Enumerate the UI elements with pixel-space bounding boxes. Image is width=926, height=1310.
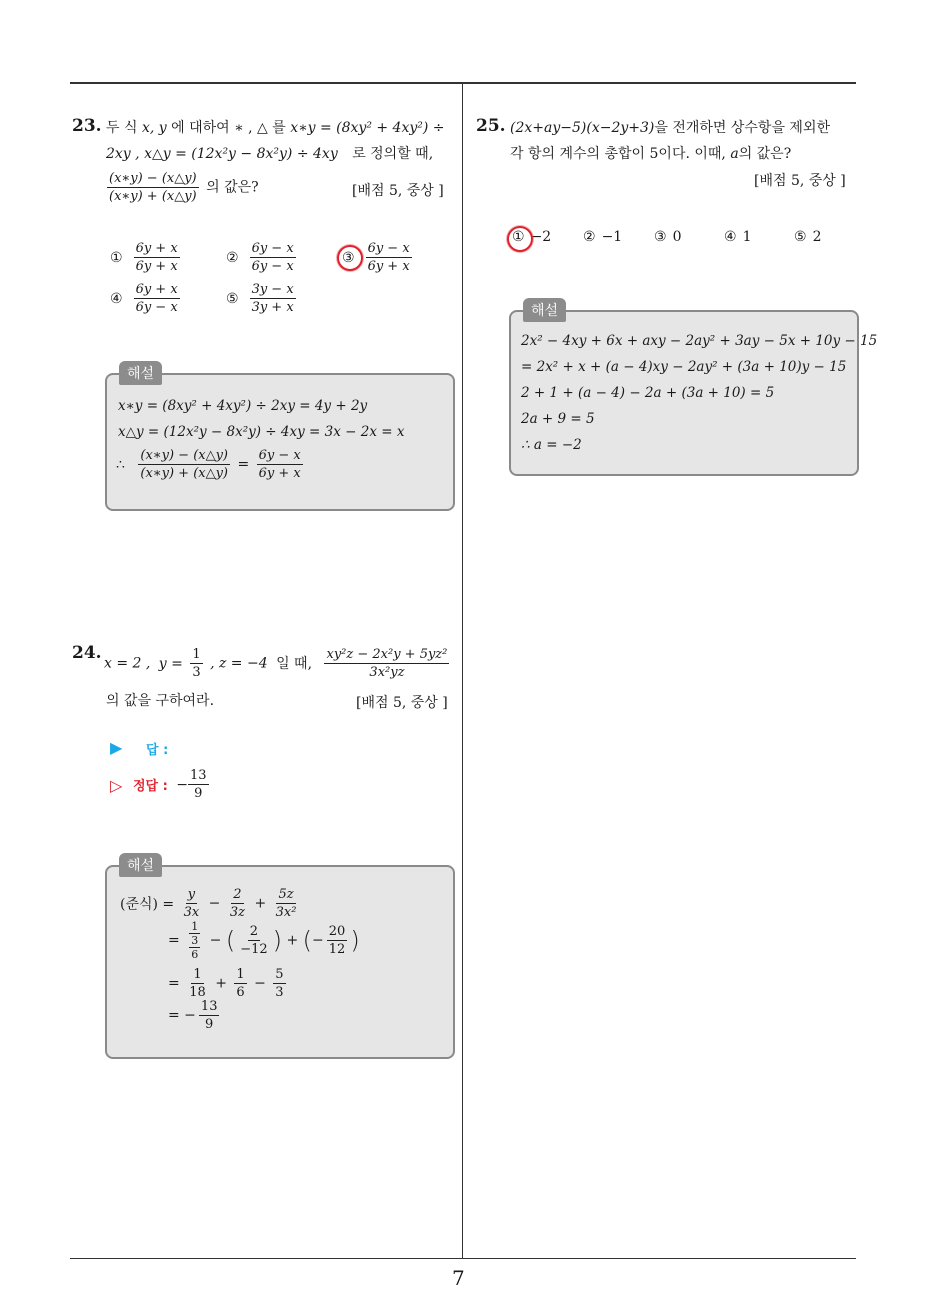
q25-solution-line-5: ∴ a = −2	[521, 437, 582, 453]
q25-solution-line-1: 2x² − 4xy + 6x + axy − 2ay² + 3ay − 5x + 10y − 15	[521, 333, 878, 349]
correct-answer-row: 정답 : − $\frac{13}{9}$	[133, 768, 207, 801]
question-25-line-1: (2x+ay−5)(x−2y+3)을 전개하면 상수항을 제외한	[510, 120, 830, 136]
bottom-rule	[70, 1258, 856, 1259]
question-24-number: 24.	[72, 643, 102, 663]
q24-solution-row-1: (준식) = $\frac{y}{3x}$ − $\frac{2}{3z}$ + $\frac{5z}{\text{3x²}}$	[120, 887, 297, 920]
answer-arrow-icon: ▶	[110, 738, 123, 757]
question-25-number: 25.	[476, 116, 506, 136]
question-23-meta: [배점 5, 중상 ]	[352, 183, 444, 199]
q24-solution-row-2: = 1 3 6 − ( $\frac{2}{-12}$ ) + (− $\frac{20}{12}$ )	[168, 920, 360, 961]
question-23-line-2: 2xy , x△y = (12x²y − 8x²y) ÷ 4xy 로 정의할 때,	[106, 146, 434, 162]
q23-choice-2[interactable]: ② $\frac{6y - x}{6y - x}$	[226, 241, 294, 274]
question-23-expression: $\frac{(x∗y) - (x\triangle y)}{(x∗y) + (x\triangle y)}$ 의 값은?	[109, 171, 259, 204]
q23-answer-mark	[337, 245, 363, 271]
q25-solution-line-2: = 2x² + x + (a − 4)xy − 2ay² + (3a + 10)y − 15	[521, 359, 847, 375]
q25-choice-2[interactable]: ② −1	[583, 229, 623, 245]
question-23-line-1: 두 식 x, y 에 대하여 ∗ , △ 를 x∗y = (8xy² + 4xy²) ÷	[106, 120, 445, 136]
q23-choice-3[interactable]: ③ $\frac{6y - x}{6y + x}$	[342, 241, 410, 274]
q25-choice-3[interactable]: ③ 0	[654, 229, 682, 245]
q25-choice-4[interactable]: ④ 1	[724, 229, 752, 245]
q23-solution-line-2: x△y = (12x²y − 8x²y) ÷ 4xy = 3x − 2x = x	[118, 424, 405, 440]
top-rule	[70, 82, 856, 84]
q25-solution-line-3: 2 + 1 + (a − 4) − 2a + (3a + 10) = 5	[521, 385, 775, 401]
q23-choice-4[interactable]: ④ $\frac{6y + x}{6y - x}$	[110, 282, 178, 315]
q24-solution-row-3: = $\frac{1}{18}$ + $\frac{1}{6}$ − $\frac{5}{3}$	[168, 967, 284, 1000]
question-25-meta: [배점 5, 중상 ]	[754, 173, 846, 189]
q25-solution-line-4: 2a + 9 = 5	[521, 411, 595, 427]
answer-label: 답 :	[146, 743, 169, 758]
question-24-line-2: 의 값을 구하여라.	[106, 693, 215, 709]
q25-solution-tag: 해설	[523, 298, 566, 322]
q25-choice-5[interactable]: ⑤ 2	[794, 229, 822, 245]
correct-answer-arrow-icon: ▷	[110, 776, 123, 795]
question-24-meta: [배점 5, 중상 ]	[356, 695, 448, 711]
question-25-line-2: 각 항의 계수의 총합이 5이다. 이때, a의 값은?	[510, 146, 792, 162]
page-number: 7	[452, 1266, 465, 1290]
question-24-line-1: x = 2 , y = $\frac{1}{3}$ , z = −4 일 때, $\frac{\text{xy²z − 2x²y + 5yz²}}{\text{3x²yz}}$	[104, 647, 448, 680]
q23-solution-line-3: ∴ $\frac{(x∗y) - (x\triangle y)}{(x∗y) + (x\triangle y)}$ = $\frac{6y - x}{6y + x}$	[116, 448, 301, 481]
q24-solution-tag: 해설	[119, 853, 162, 877]
q24-solution-row-4: = − $\frac{13}{9}$	[168, 999, 218, 1032]
correct-answer-label: 정답 :	[133, 779, 168, 794]
question-23-number: 23.	[72, 116, 102, 136]
column-divider	[462, 84, 463, 1259]
q25-choice-1[interactable]: ① −2	[512, 229, 552, 245]
q25-answer-mark	[507, 226, 533, 252]
q23-solution-tag: 해설	[119, 361, 162, 385]
q23-choice-1[interactable]: ① $\frac{6y + x}{6y + x}$	[110, 241, 178, 274]
q23-solution-line-1: x∗y = (8xy² + 4xy²) ÷ 2xy = 4y + 2y	[118, 398, 368, 414]
q23-choice-5[interactable]: ⑤ $\frac{3y - x}{3y + x}$	[226, 282, 294, 315]
